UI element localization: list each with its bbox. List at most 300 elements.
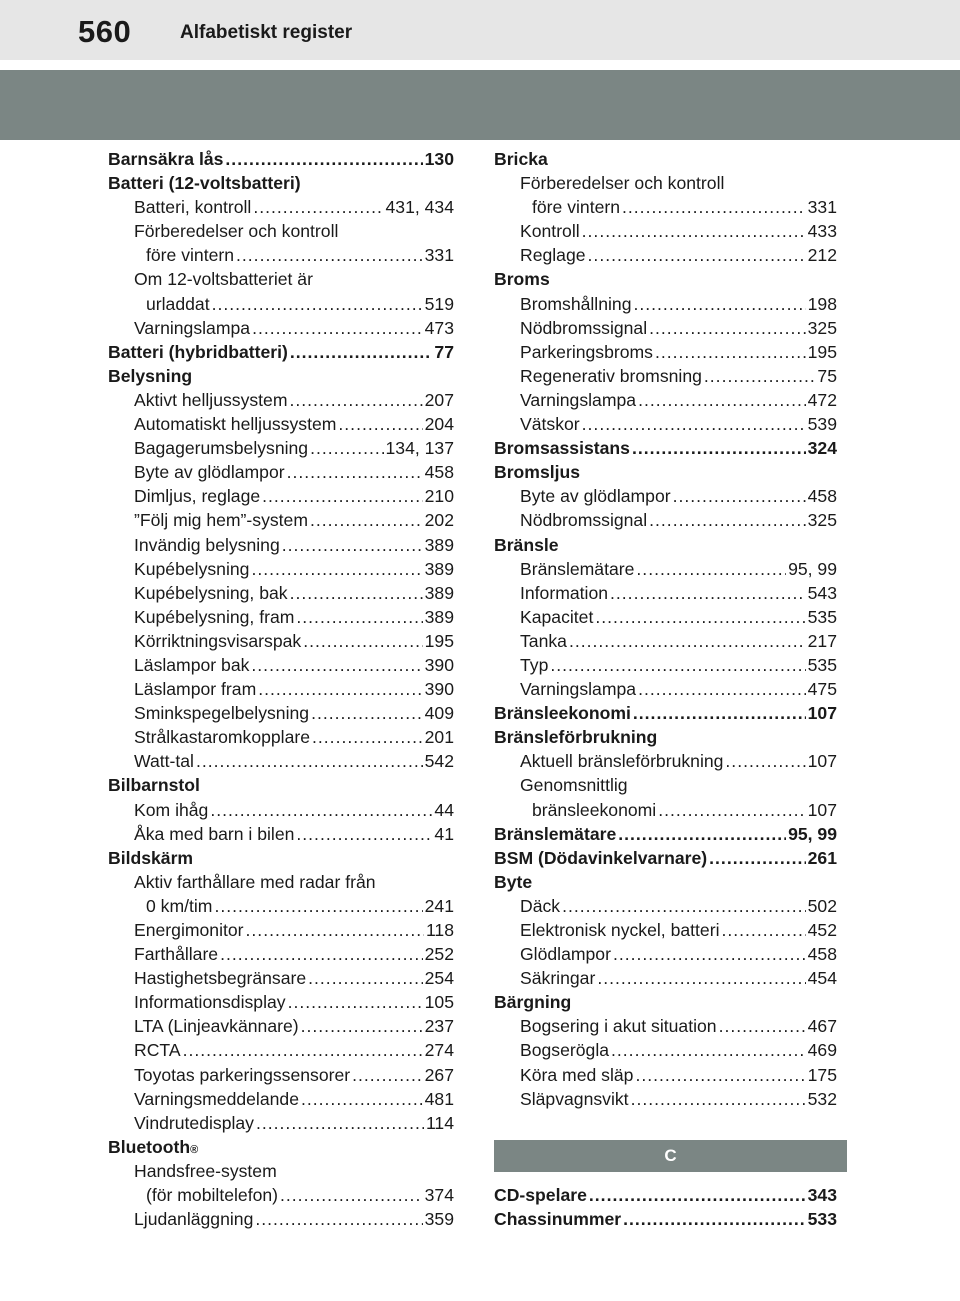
entry-term: Bränsle [494,534,559,555]
index-entry [108,412,454,436]
entry-term: Bluetooth [108,1136,191,1157]
entry-term: Bildskärm [108,847,194,868]
entry-term: Farthållare [134,944,219,965]
entry-page: 539 [807,414,837,435]
index-entry [108,557,454,581]
entry-page: 212 [807,245,837,266]
index-entry [494,1207,837,1231]
dot-leader [597,966,805,990]
entry-page: 105 [424,992,454,1013]
entry-page: 207 [424,389,454,410]
dot-leader [632,436,806,460]
entry-page: 204 [424,414,454,435]
entry-term: CD-spelare [494,1185,587,1205]
index-entry [494,1014,837,1038]
entry-page: 324 [807,438,837,459]
entry-term: Bromsassistans [494,438,630,459]
dot-leader [308,966,423,990]
entry-page: 390 [424,679,454,700]
entry-term: Energimonitor [134,920,244,940]
dot-leader [611,1038,806,1062]
entry-page: 502 [807,895,837,916]
dot-leader [352,1063,423,1087]
index-entry [108,219,454,243]
entry-term: Nödbromssignal [520,510,648,531]
entry-page: 331 [424,245,454,266]
entry-term: Elektronisk nyckel, batteri [520,920,720,940]
entry-term: Kom ihåg [134,799,209,820]
dot-leader [296,822,432,846]
entry-term: före vintern [532,197,621,218]
entry-page: 519 [424,293,454,314]
entry-term: Bärgning [494,992,572,1013]
entry-page: 107 [807,703,837,724]
index-entry [108,822,454,846]
entry-term: Tanka [520,630,567,651]
page-header [0,0,960,60]
entry-page: 535 [807,654,837,675]
dot-leader [303,629,422,653]
entry-term: Däck [520,895,561,916]
index-entry [108,846,454,870]
entry-term: Släpvagnsvikt [520,1088,629,1109]
index-entry [108,1014,454,1038]
index-entry [494,557,837,581]
entry-page: 261 [807,847,837,868]
entry-term: Kupébelysning, bak [134,582,288,603]
dot-leader [290,340,433,364]
entry-page: 267 [424,1064,454,1085]
entry-page: 107 [807,799,837,820]
entry-page: 458 [807,944,837,965]
dot-leader [589,1183,806,1207]
entry-page: 325 [807,510,837,531]
index-entry [108,725,454,749]
dot-leader [721,918,805,942]
dot-leader [338,412,422,436]
index-entry [108,388,454,412]
index-entry [494,147,837,171]
dot-leader [251,653,422,677]
entry-page: 195 [807,341,837,362]
entry-term: Kontroll [520,221,580,242]
dot-leader [636,557,786,581]
index-entry [108,195,454,219]
entry-page: 41 [434,823,454,844]
index-entry [494,340,837,364]
index-entry [108,171,454,195]
index-entry [108,605,454,629]
dot-leader [196,749,423,773]
dot-leader [638,677,806,701]
index-entry [108,316,454,340]
dot-leader [704,364,816,388]
dot-leader [719,1014,806,1038]
entry-term: Bricka [494,149,548,169]
dot-leader [618,822,786,846]
entry-term: Bilbarnstol [108,775,200,796]
index-entry [108,966,454,990]
entry-page: 472 [807,389,837,410]
index-entry [108,340,454,364]
index-entry [494,966,837,990]
dot-leader [633,701,806,725]
entry-term: Watt-tal [134,751,194,772]
entry-page: 114 [425,1112,454,1133]
index-entry [494,677,837,701]
page-number: 560 [78,14,132,49]
dot-leader [210,798,432,822]
dot-leader [310,508,423,532]
entry-term: Parkeringsbroms [520,341,653,362]
index-entry: Bluetooth ® [108,1135,454,1159]
dot-leader [613,942,806,966]
entry-term: Bogsering i akut situation [520,1016,717,1037]
index-entry [494,267,837,291]
index-entry [494,653,837,677]
index-entry [494,533,837,557]
entry-term: Dimljus, reglage [134,486,261,507]
entry-page: 389 [424,558,454,579]
index-entry [108,701,454,725]
index-entry [108,364,454,388]
dot-leader [610,581,806,605]
entry-term: Bränslemätare [520,558,635,579]
page-title: Alfabetiskt register [180,22,353,43]
index-entry [108,484,454,508]
dot-leader [296,605,422,629]
dot-leader [252,316,423,340]
index-entry [494,1183,837,1207]
dot-leader [183,1038,423,1062]
entry-term: Förberedelser och kontroll [134,221,339,242]
dot-leader [649,316,806,340]
entry-term: bränsleekonomi [532,799,657,820]
index-entry [494,292,837,316]
entry-page: 454 [807,968,837,989]
entry-term: Aktiv farthållare med radar från [134,871,376,892]
index-entry [108,773,454,797]
entry-term: Varningslampa [520,389,637,410]
entry-page: 210 [424,486,454,507]
entry-term: Barnsäkra lås [108,149,224,169]
dot-leader [582,219,806,243]
entry-term: Bränslemätare [494,823,617,844]
index-entry [108,629,454,653]
entry-page: 325 [807,317,837,338]
index-entry [108,798,454,822]
index-entry [108,581,454,605]
dot-leader [582,412,806,436]
index-entry [494,822,837,846]
index-entry [494,388,837,412]
index-entry [494,1087,837,1111]
entry-page: 175 [807,1064,837,1085]
index-entry [494,605,837,629]
index-entry [494,1063,837,1087]
entry-page: 274 [424,1040,454,1061]
index-entry [494,990,837,1014]
entry-term: Batteri (12-voltsbatteri) [108,173,301,194]
entry-term: Säkringar [520,968,596,989]
entry-term: Information [520,582,609,603]
entry-page: 130 [424,149,454,169]
index-entry [494,195,837,219]
index-entry [494,749,837,773]
entry-term: Hastighetsbegränsare [134,968,307,989]
dot-leader [673,484,806,508]
entry-term: Handsfree-system [134,1160,277,1181]
index-column-right [494,147,837,1111]
entry-term: Bränsleförbrukning [494,727,658,748]
index-entry [494,1038,837,1062]
section-letter-band [494,1140,847,1172]
entry-page: 458 [807,486,837,507]
entry-term: Aktivt helljussystem [134,389,288,410]
dot-leader [622,195,806,219]
dot-leader [638,388,806,412]
entry-page: 473 [424,317,454,338]
entry-page: 359 [424,1209,454,1230]
entry-page: 241 [424,895,454,916]
entry-term: Varningslampa [134,317,251,338]
entry-term: Toyotas parkeringssensorer [134,1064,351,1085]
dot-leader [709,846,805,870]
index-entry [108,1063,454,1087]
index-entry [494,918,837,942]
section-letter: C [664,1146,677,1165]
entry-term: Informationsdisplay [134,992,286,1013]
entry-term: Batteri, kontroll [134,197,252,218]
index-entry [494,243,837,267]
index-entry [108,918,454,942]
entry-page: 374 [424,1185,454,1206]
index-column-left [108,147,454,1231]
index-entry [494,316,837,340]
entry-term: Aktuell bränsleförbrukning [520,751,724,772]
entry-term: Kapacitet [520,606,594,627]
dot-leader [253,195,383,219]
entry-page: 467 [807,1016,837,1037]
dot-leader [214,894,422,918]
entry-page: 75 [817,365,837,386]
entry-page: 201 [424,727,454,748]
entry-term: före vintern [146,245,235,266]
entry-page: 107 [807,751,837,772]
index-entry [108,1159,454,1183]
index-entry [108,653,454,677]
entry-page: 254 [424,968,454,989]
entry-term: urladdat [146,293,210,314]
index-entry [494,171,837,195]
dot-leader [301,1087,423,1111]
entry-page: 431, 434 [385,197,454,218]
index-entry [108,1207,454,1231]
index-entry [108,292,454,316]
entry-term: Varningslampa [520,679,637,700]
entry-term: Belysning [108,365,193,386]
index-entry [108,147,454,171]
entry-page: 533 [807,1209,837,1230]
entry-term: BSM (Dödavinkelvarnare) [494,847,708,868]
dot-leader [251,557,422,581]
index-entry [108,894,454,918]
index-entry [494,364,837,388]
dot-leader [301,1014,423,1038]
index-entry [108,267,454,291]
entry-term: Genomsnittlig [520,775,628,796]
entry-page: 198 [807,293,837,314]
index-entry [108,1111,454,1135]
header-band [0,70,960,140]
entry-term: Byte [494,871,533,892]
entry-term: Förberedelser och kontroll [520,173,725,194]
index-entry [494,581,837,605]
index-entry [494,942,837,966]
entry-page: 95, 99 [788,823,837,844]
dot-leader [236,243,423,267]
dot-leader [595,605,805,629]
index-entry [108,870,454,894]
index-entry [108,1038,454,1062]
dot-leader [280,1183,423,1207]
dot-leader [623,1207,806,1231]
index-entry [494,725,837,749]
index-entry [108,942,454,966]
index-entry [108,436,454,460]
entry-term: Regenerativ bromsning [520,365,702,386]
entry-term: Chassinummer [494,1209,622,1230]
index-entry [108,1183,454,1207]
entry-term: Bogserögla [520,1040,610,1061]
entry-page: 469 [807,1040,837,1061]
entry-page: 389 [424,606,454,627]
entry-page: 535 [807,606,837,627]
entry-term: Åka med barn i bilen [134,823,295,844]
dot-leader [212,292,423,316]
index-entry [494,773,837,797]
entry-term: Glödlampor [520,944,611,965]
dot-leader [550,653,805,677]
dot-leader [312,725,423,749]
entry-page: 202 [424,510,454,531]
index-entry [494,701,837,725]
index-entry [494,436,837,460]
entry-term: Batteri (hybridbatteri) [108,341,288,362]
entry-term: Varningsmeddelande [134,1088,299,1109]
entry-term: Typ [520,654,549,675]
entry-page: 343 [807,1185,837,1205]
dot-leader [725,749,805,773]
entry-term: Vindrutedisplay [134,1112,254,1133]
index-entry [108,533,454,557]
dot-leader [311,701,423,725]
entry-term: Strålkastaromkopplare [134,727,311,748]
entry-term: Bagagerumsbelysning [134,438,309,459]
entry-page: 481 [424,1088,454,1109]
index-entry [494,460,837,484]
entry-page: 542 [424,751,454,772]
entry-term: 0 km/tim [146,895,213,916]
dot-leader [282,533,423,557]
dot-leader [258,677,422,701]
entry-term: Köra med släp [520,1064,634,1085]
entry-term: Ljudanläggning [134,1209,254,1230]
index-entry [494,870,837,894]
entry-term: Läslampor fram [134,679,257,700]
index-entry [494,219,837,243]
dot-leader [255,1207,422,1231]
index-entry [108,243,454,267]
entry-page: 433 [807,221,837,242]
index-entry [108,460,454,484]
dot-leader [658,798,805,822]
entry-term: Bromsljus [494,462,581,483]
entry-term: Reglage [520,245,586,266]
entry-term: Vätskor [520,414,580,435]
dot-leader [569,629,806,653]
entry-page: 390 [424,654,454,675]
dot-leader [290,388,423,412]
entry-term: Sminkspegelbelysning [134,703,310,724]
dot-leader [220,942,423,966]
entry-page: 389 [424,582,454,603]
dot-leader [262,484,423,508]
entry-page: 252 [424,944,454,965]
index-entry [108,990,454,1014]
entry-term: Invändig belysning [134,534,280,555]
dot-leader [631,1087,806,1111]
entry-term: (för mobiltelefon) [146,1185,279,1206]
index-entry [494,484,837,508]
entry-page: 44 [434,799,454,820]
entry-term: Bränsleekonomi [494,703,631,724]
dot-leader [633,292,805,316]
index-entry [494,629,837,653]
index-entry [494,508,837,532]
entry-term: Byte av glödlampor [134,462,285,483]
dot-leader [562,894,806,918]
dot-leader [290,581,423,605]
entry-page: 475 [807,679,837,700]
entry-term: Nödbromssignal [520,317,648,338]
entry-term: Bromshållning [520,293,632,314]
dot-leader [310,436,383,460]
index-entry [494,894,837,918]
entry-page: 532 [807,1088,837,1109]
index-column-c [494,1183,837,1231]
entry-page: 118 [425,920,454,940]
entry-page: 331 [807,197,837,218]
dot-leader [635,1063,805,1087]
dot-leader [288,990,423,1014]
entry-term: LTA (Linjeavkännare) [134,1016,299,1037]
index-entry [494,798,837,822]
dot-leader [287,460,423,484]
entry-term: Läslampor bak [134,654,250,675]
entry-page: 409 [424,703,454,724]
entry-page: 77 [434,341,454,362]
index-entry [108,508,454,532]
entry-page: 237 [424,1016,454,1037]
entry-term: ”Följ mig hem”-system [134,510,308,531]
entry-page: 389 [424,534,454,555]
index-entry [494,412,837,436]
index-entry [108,1087,454,1111]
entry-page: 452 [807,920,837,940]
entry-term: Om 12-voltsbatteriet är [134,269,313,290]
entry-term: Broms [494,269,550,290]
